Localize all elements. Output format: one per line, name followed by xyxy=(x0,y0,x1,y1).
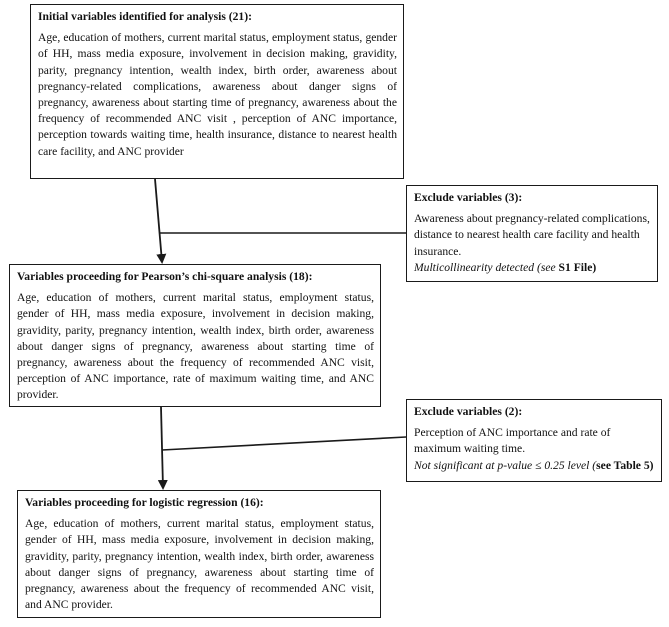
exclude-variables-title-1: Exclude variables (3): xyxy=(414,191,523,204)
exclude-reason-1-end: ) xyxy=(592,260,597,274)
exclude-variables-box-2 xyxy=(406,399,662,482)
arrow-initial-to-chi-square xyxy=(155,179,162,262)
exclude-reason-2-text: Not significant at p-value ≤ 0.25 level ( xyxy=(414,458,597,472)
logistic-regression-variables-list: Age, education of mothers, current marital status, employment status, gender of HH, mass media exposure, involvement in decision making, gravidity, parity, pregnancy intention, wealth index, birth order, awareness about danger signs of pregnancy, awareness about starting time of pregnancy, awareness about the frequency of recommended ANC visit, and ANC provider. xyxy=(25,517,374,612)
exclude-reason-1-text: Multicollinearity detected (see xyxy=(414,260,559,274)
branch-line-exclude-2 xyxy=(162,437,406,450)
chi-square-variables-title: Variables proceeding for Pearson’s chi-square analysis (18): xyxy=(17,270,313,283)
exclude-reason-2-ref: see Table 5 xyxy=(596,458,650,472)
exclude-reason-1-ref: S1 File xyxy=(558,260,593,274)
logistic-regression-variables-title: Variables proceeding for logistic regression (16): xyxy=(25,496,264,509)
chi-square-variables-list: Age, education of mothers, current marital status, employment status, gender of HH, mass media exposure, involvement in decision making, gravidity, parity, pregnancy intention, wealth index, birth order, awareness about danger signs of pregnancy, awareness about starting time of pregnancy, awareness about the frequency of recommended ANC visit, perception of ANC importance, rate of maximum waiting time, and ANC provider. xyxy=(17,291,374,402)
exclude-variables-list-1: Awareness about pregnancy-related complications, distance to nearest health care facility and health insurance. xyxy=(414,212,650,258)
logistic-regression-variables-box xyxy=(17,490,381,618)
initial-variables-title: Initial variables identified for analysis (21): xyxy=(38,10,252,23)
exclude-reason-2-end: ) xyxy=(649,458,654,472)
initial-variables-list: Age, education of mothers, current marital status, employment status, gender of HH, mass media exposure, involvement in decision making, gravidity, parity, pregnancy intention, wealth index, birth order, awareness about pregnancy-related complications, awareness about danger signs of pregnancy, awareness about starting time of pregnancy, awareness about the frequency of recommended ANC visit , perception of ANC importance, perception towards waiting time, health insurance, distance to nearest health care facility, and ANC provider xyxy=(38,31,397,158)
exclude-reason-1 xyxy=(414,260,651,276)
exclude-variables-title-2: Exclude variables (2): xyxy=(414,405,523,418)
initial-variables-box xyxy=(30,4,404,179)
arrow-chi-square-to-logistic xyxy=(161,407,163,488)
chi-square-variables-box xyxy=(9,264,381,407)
exclude-variables-box-1 xyxy=(406,185,658,282)
exclude-reason-2 xyxy=(414,458,655,474)
exclude-variables-list-2: Perception of ANC importance and rate of maximum waiting time. xyxy=(414,426,611,456)
